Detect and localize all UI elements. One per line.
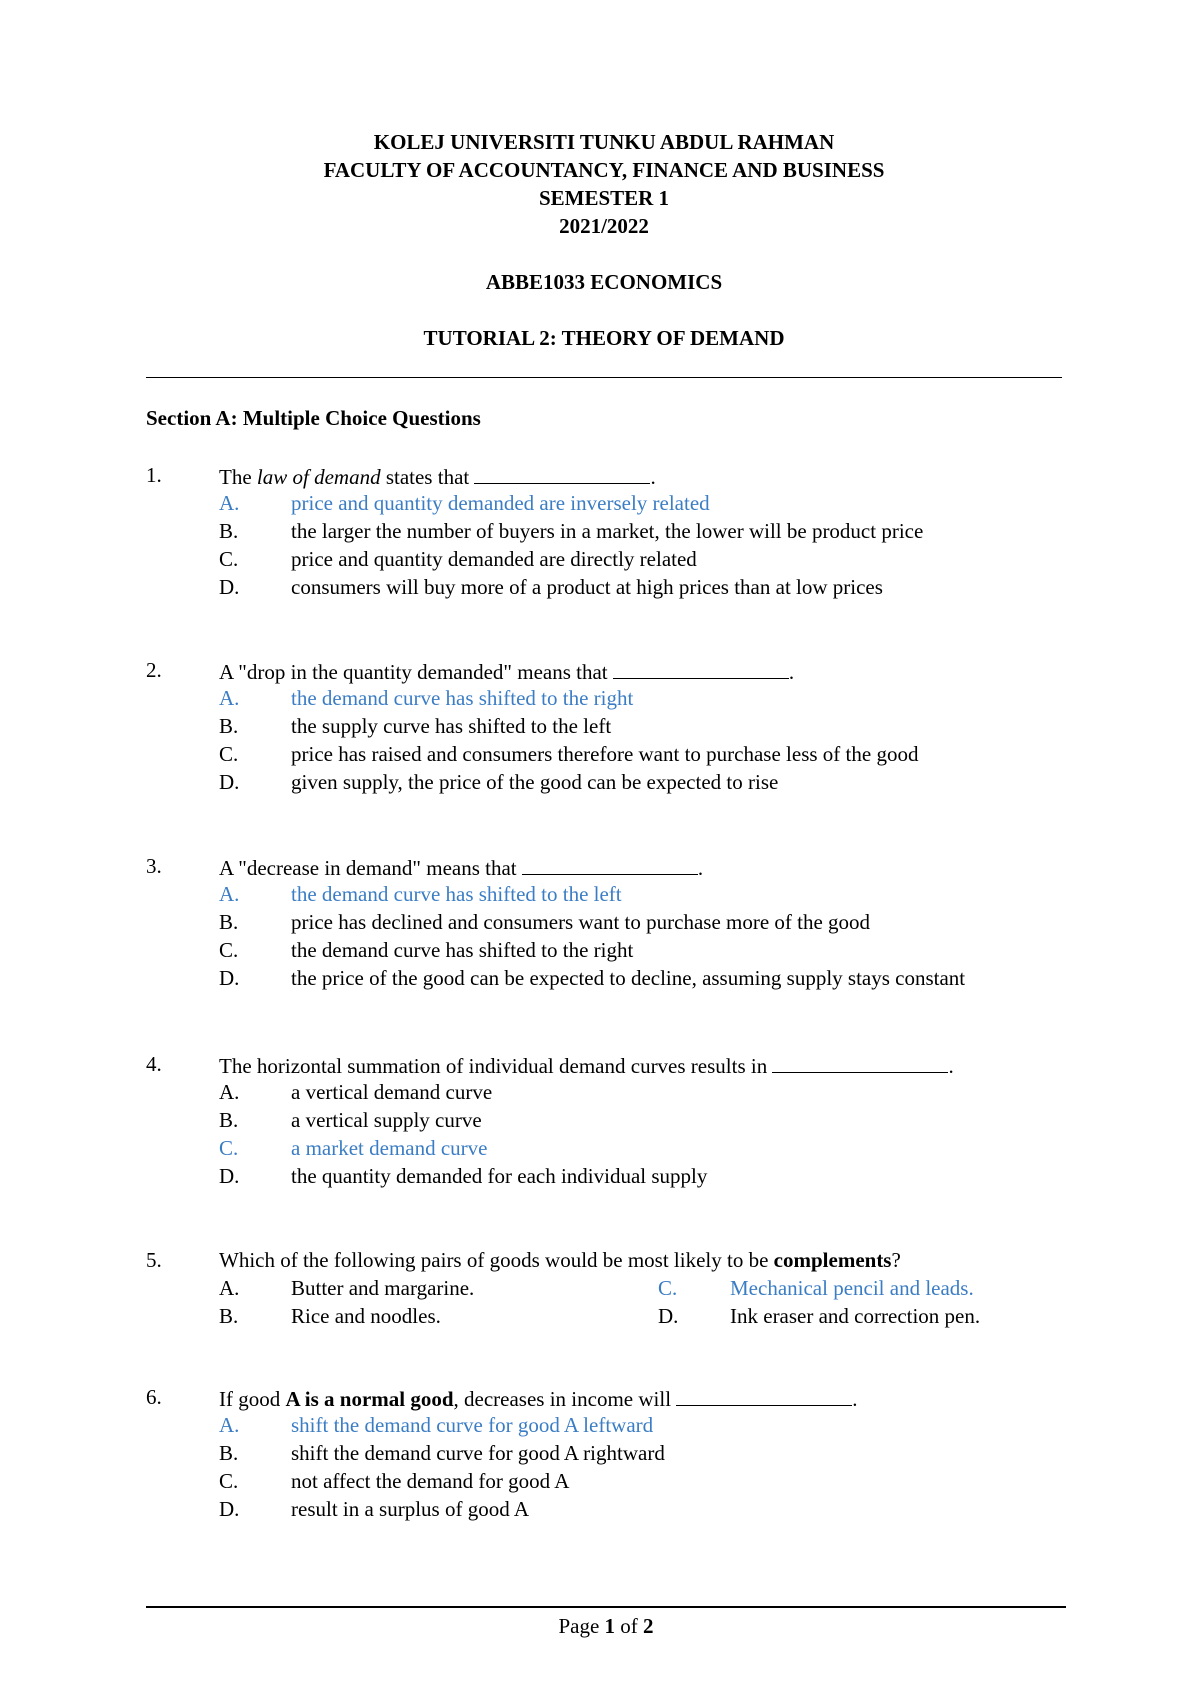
- question-stem: Which of the following pairs of goods would be most likely to be complements?: [219, 1248, 901, 1272]
- answer-blank: [676, 1383, 852, 1406]
- option-d: D. the price of the good can be expected to decline, assuming supply stays constant: [219, 966, 966, 990]
- answer-blank: [613, 656, 789, 679]
- option-d: D. result in a surplus of good A: [219, 1497, 529, 1521]
- footer-divider: [146, 1606, 1066, 1608]
- option-b: B. the larger the number of buyers in a market, the lower will be product price: [219, 519, 924, 543]
- faculty-name: FACULTY OF ACCOUNTANCY, FINANCE AND BUSINESS: [323, 158, 885, 182]
- page-footer: [146, 1612, 1066, 1640]
- question-6: [146, 1383, 1066, 1523]
- emphasis-term: complements: [773, 1248, 892, 1272]
- option-b: B. a vertical supply curve: [219, 1108, 482, 1132]
- option-c: C. price has raised and consumers therefore want to purchase less of the good: [219, 742, 919, 766]
- semester: SEMESTER 1: [538, 186, 670, 210]
- tutorial-title: TUTORIAL 2: THEORY OF DEMAND: [423, 326, 785, 350]
- option-a: A. a vertical demand curve: [219, 1080, 493, 1104]
- option-b: B. the supply curve has shifted to the left: [219, 714, 612, 738]
- question-number: 6.: [146, 1385, 162, 1409]
- option-d-text: Ink eraser and correction pen.: [730, 1304, 981, 1328]
- question-stem: The law of demand states that .: [219, 461, 656, 491]
- question-number: 3.: [146, 854, 162, 878]
- option-a-correct: A. shift the demand curve for good A leftward: [219, 1413, 654, 1437]
- question-number: 5.: [146, 1248, 162, 1272]
- answer-blank: [772, 1050, 948, 1073]
- current-page-number: 1: [604, 1614, 616, 1638]
- option-b: B. shift the demand curve for good A rightward: [219, 1441, 665, 1465]
- question-2: [146, 656, 1066, 796]
- answer-blank: [474, 461, 650, 484]
- header-divider: [146, 377, 1062, 378]
- answer-blank: [522, 852, 698, 875]
- question-3: [146, 852, 1066, 1020]
- option-a-letter: A.: [219, 1276, 240, 1300]
- option-b: B. price has declined and consumers want to purchase more of the good: [219, 910, 871, 934]
- question-stem: A "decrease in demand" means that .: [219, 852, 703, 882]
- option-d: D. consumers will buy more of a product at high prices than at low prices: [219, 575, 883, 599]
- option-a-text: Butter and margarine.: [291, 1276, 475, 1300]
- page-label: Page: [558, 1614, 600, 1638]
- university-name: KOLEJ UNIVERSITI TUNKU ABDUL RAHMAN: [373, 130, 835, 154]
- question-1: [146, 461, 1066, 601]
- question-number: 2.: [146, 658, 162, 682]
- option-b-text: Rice and noodles.: [291, 1304, 441, 1328]
- option-d: D. the quantity demanded for each individual supply: [219, 1164, 708, 1188]
- option-c-text-correct: Mechanical pencil and leads.: [730, 1276, 974, 1300]
- option-c: C. not affect the demand for good A: [219, 1469, 570, 1493]
- question-stem: The horizontal summation of individual demand curves results in .: [219, 1050, 954, 1080]
- option-a-correct: A. price and quantity demanded are inversely related: [219, 491, 710, 515]
- question-4: [146, 1050, 1066, 1190]
- of-label: of: [620, 1614, 638, 1638]
- question-stem: If good A is a normal good, decreases in income will .: [219, 1383, 858, 1413]
- option-b-letter: B.: [219, 1304, 239, 1328]
- total-page-count: 2: [643, 1614, 654, 1638]
- option-a-correct: A. the demand curve has shifted to the right: [219, 686, 634, 710]
- option-a-correct: A. the demand curve has shifted to the left: [219, 882, 622, 906]
- option-d-letter: D.: [658, 1304, 679, 1328]
- document-header: [146, 128, 1062, 352]
- emphasis-term: A is a normal good: [285, 1387, 454, 1411]
- option-d: D. given supply, the price of the good can be expected to rise: [219, 770, 779, 794]
- question-number: 4.: [146, 1052, 162, 1076]
- option-c-correct: C. a market demand curve: [219, 1136, 488, 1160]
- question-stem: A "drop in the quantity demanded" means that .: [219, 656, 794, 686]
- option-c-letter-correct: C.: [658, 1276, 678, 1300]
- section-title: Section A: Multiple Choice Questions: [146, 406, 481, 430]
- emphasis-term: law of demand: [256, 465, 381, 489]
- course-title: ABBE1033 ECONOMICS: [485, 270, 723, 294]
- question-number: 1.: [146, 463, 162, 487]
- option-c: C. price and quantity demanded are directly related: [219, 547, 697, 571]
- academic-year: 2021/2022: [559, 214, 649, 238]
- question-5: [146, 1246, 1066, 1330]
- option-c: C. the demand curve has shifted to the right: [219, 938, 634, 962]
